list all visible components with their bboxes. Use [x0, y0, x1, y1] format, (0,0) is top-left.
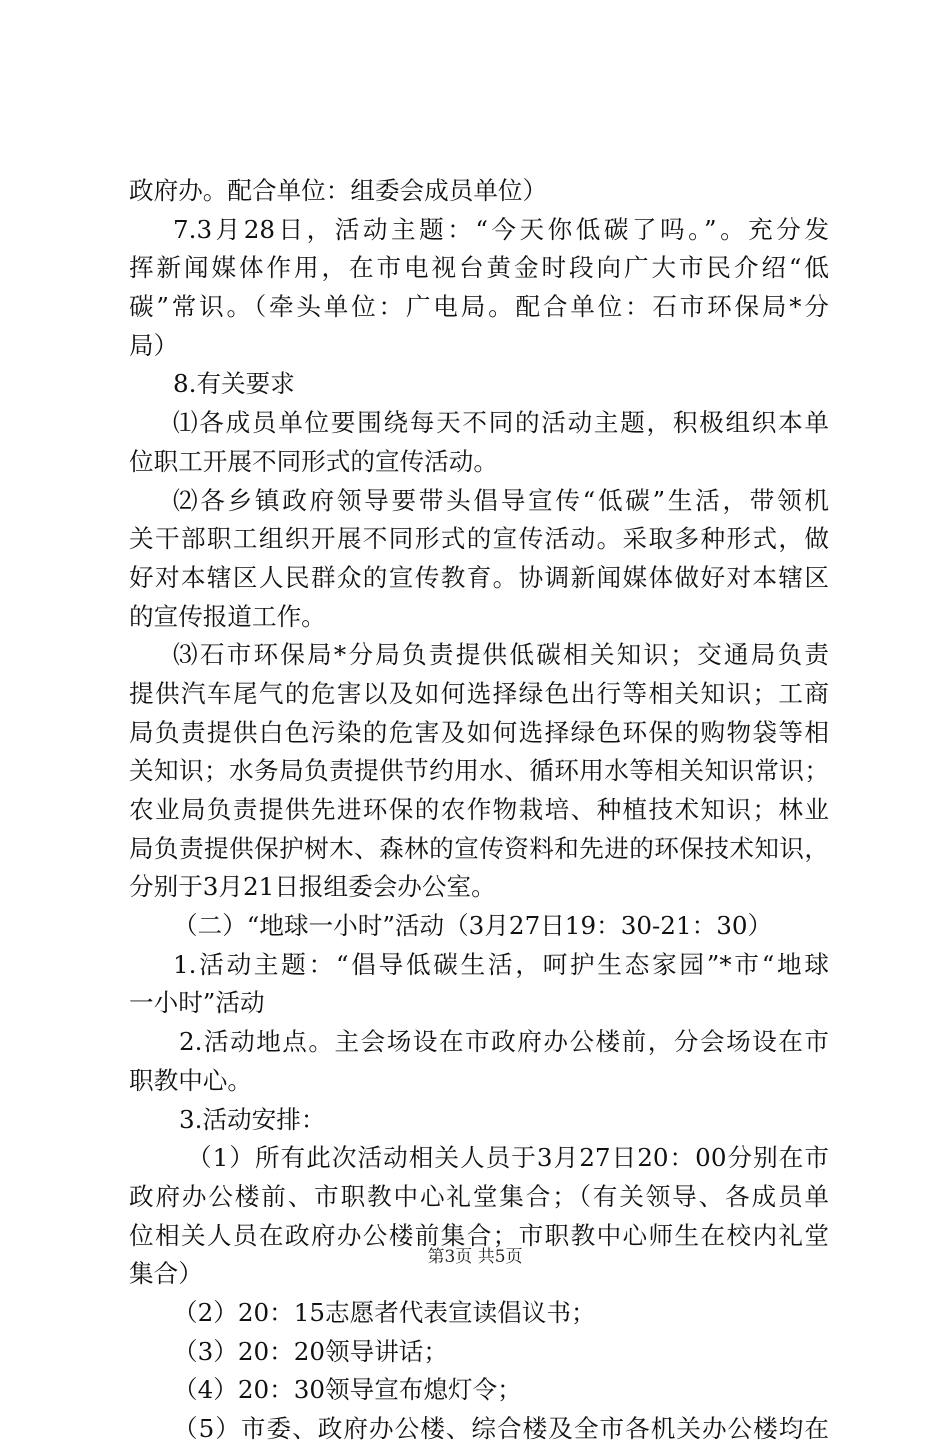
text-line: 职教中心。	[129, 1065, 252, 1095]
text-line: 集合）	[129, 1259, 203, 1289]
text-line: 政府办。配合单位：组委会成员单位）	[129, 176, 548, 205]
text-line: （3）20：20领导讲话；	[173, 1336, 448, 1366]
text-line: （二）“地球一小时”活动（3月27日19：30-21：30）	[173, 911, 773, 941]
text-line: 分别于3月21日报组委会办公室。	[129, 872, 496, 902]
text-line: 1.活动主题：“倡导低碳生活，呵护生态家园”*市“地球	[173, 949, 829, 979]
text-line: ⑵各乡镇政府领导要带头倡导宣传“低碳”生活，带领机	[173, 485, 829, 515]
text-line: 挥新闻媒体作用，在市电视台黄金时段向广大市民介绍“低	[129, 253, 829, 283]
text-line: （1）所有此次活动相关人员于3月27日20：00分别在市	[187, 1143, 829, 1173]
text-line: 提供汽车尾气的危害以及如何选择绿色出行等相关知识；工商	[129, 678, 829, 708]
text-line: 位相关人员在政府办公楼前集合；市职教中心师生在校内礼堂	[129, 1220, 829, 1250]
text-line: ⑴各成员单位要围绕每天不同的活动主题，积极组织本单	[173, 408, 829, 438]
text-line: （5）市委、政府办公楼、综合楼及全市各机关办公楼均在	[173, 1414, 829, 1443]
text-line: （2）20：15志愿者代表宣读倡议书；	[173, 1297, 596, 1327]
text-line: 7.3月28日，活动主题：“今天你低碳了吗。”。充分发	[173, 214, 829, 244]
text-line: 局负责提供保护树木、森林的宣传资料和先进的环保技术知识，	[129, 833, 829, 863]
text-line: 农业局负责提供先进环保的农作物栽培、种植技术知识；林业	[129, 795, 829, 824]
text-line: 一小时”活动	[129, 988, 265, 1018]
text-line: 碳”常识。（牵头单位：广电局。配合单位：石市环保局*分	[129, 292, 829, 322]
text-line: ⑶石市环保局*分局负责提供低碳相关知识；交通局负责	[173, 640, 829, 670]
text-line: （4）20：30领导宣布熄灯令；	[173, 1375, 522, 1405]
text-line: 3.活动安排：	[179, 1104, 326, 1134]
text-line: 位职工开展不同形式的宣传活动。	[129, 446, 498, 476]
text-line: 2.活动地点。主会场设在市政府办公楼前，分会场设在市	[179, 1027, 829, 1057]
page-number: 第3页 共5页	[427, 1247, 523, 1267]
text-line: 关干部职工组织开展不同形式的宣传活动。采取多种形式，做	[129, 524, 829, 554]
text-line: 局负责提供白色污染的危害及如何选择绿色环保的购物袋等相	[129, 717, 829, 747]
page-footer	[0, 1242, 950, 1267]
text-line: 8.有关要求	[173, 369, 295, 399]
text-line: 好对本辖区人民群众的宣传教育。协调新闻媒体做好对本辖区	[129, 562, 829, 592]
text-line: 关知识；水务局负责提供节约用水、循环用水等相关知识常识；	[129, 756, 829, 786]
text-line: 的宣传报道工作。	[129, 601, 326, 631]
text-line: 局）	[129, 330, 179, 360]
text-line: 政府办公楼前、市职教中心礼堂集合；（有关领导、各成员单	[129, 1181, 829, 1211]
